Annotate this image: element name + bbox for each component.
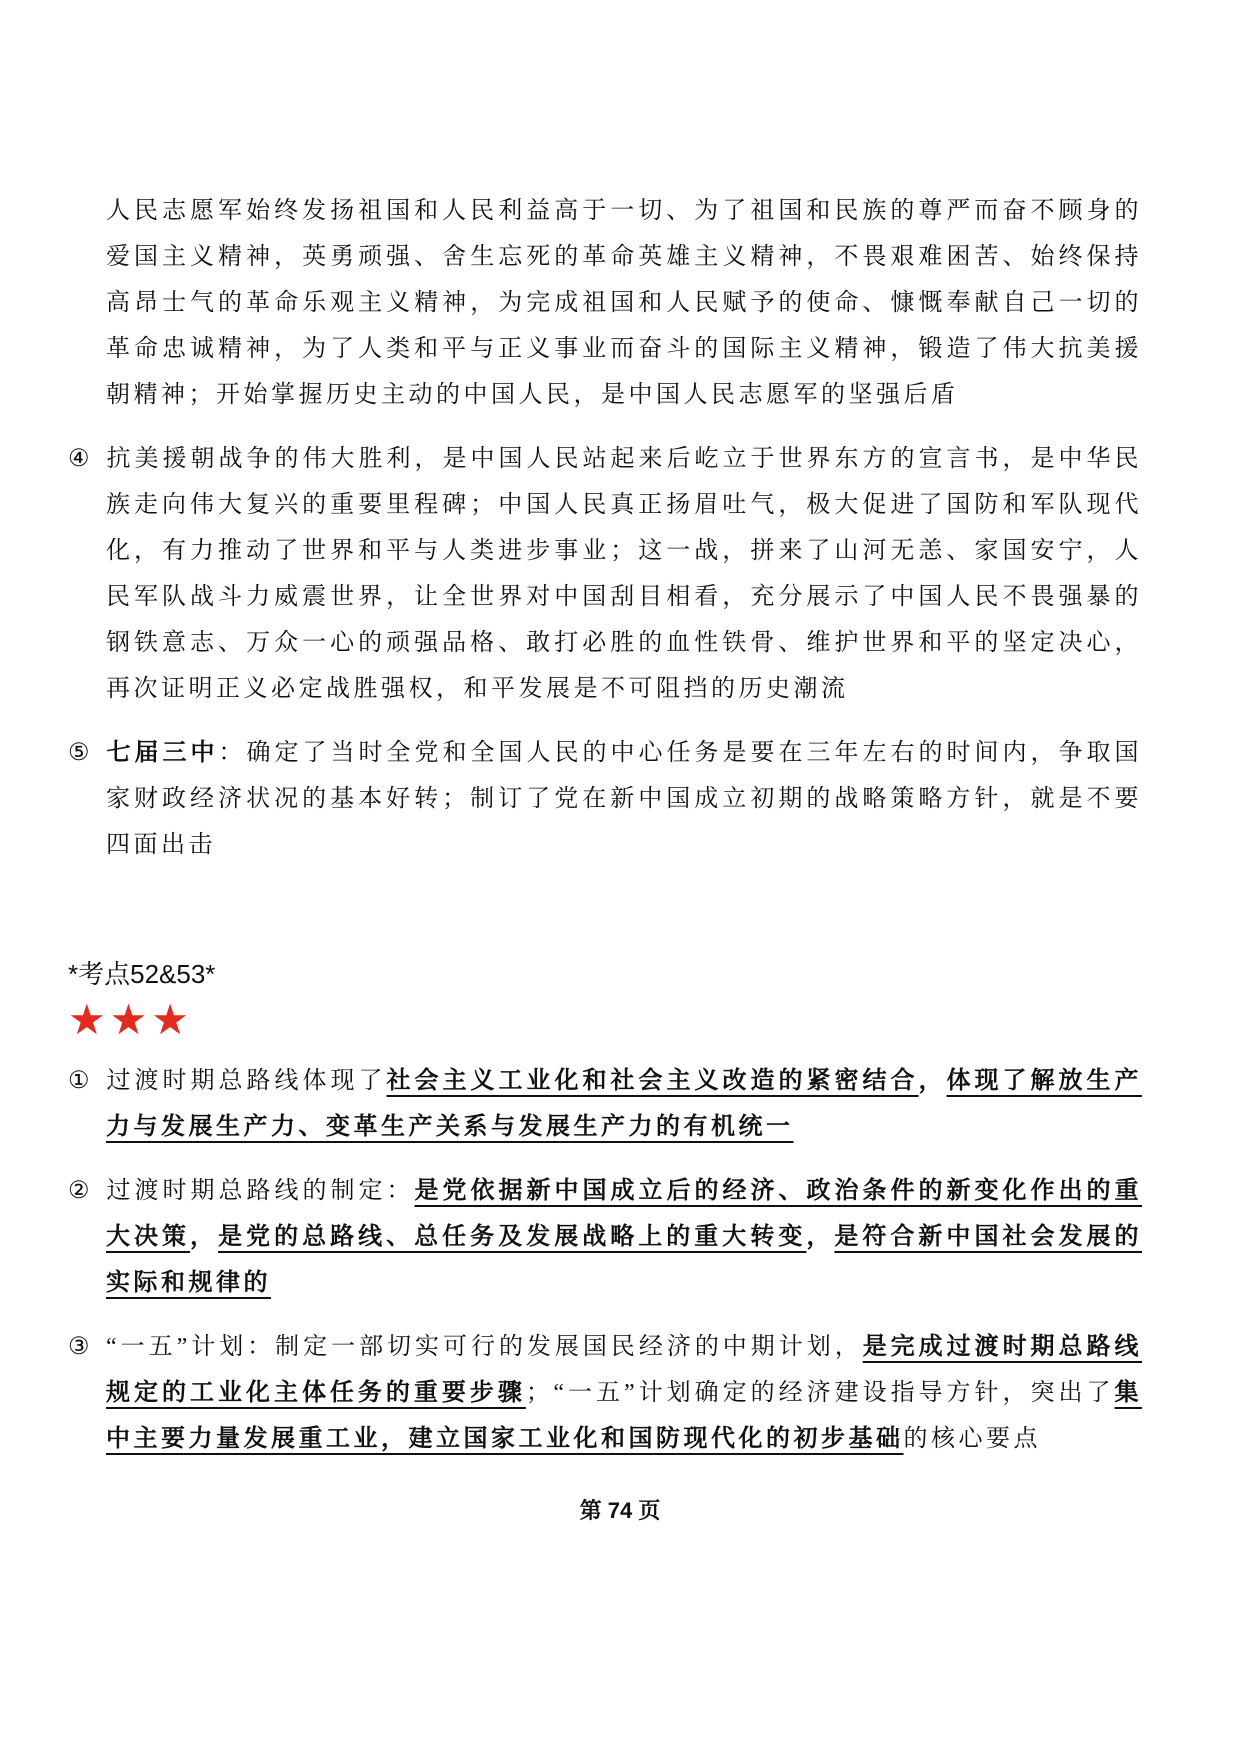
text-run: “一五”计划：制定一部切实可行的发展国民经济的中期计划， xyxy=(106,1334,863,1360)
text-run: 革命英雄主义精神 xyxy=(582,243,807,270)
list-marker: ② xyxy=(68,1178,90,1204)
list-marker: ① xyxy=(68,1068,90,1094)
text-run: 坚强后盾 xyxy=(848,381,959,408)
text-run: 人民志愿军始终发扬祖国和人民利益高于一切、为了祖国和民族的尊严而奋不顾身的 xyxy=(106,198,1142,224)
list-marker: ⑤ xyxy=(68,740,90,766)
text-run: 七届三中 xyxy=(106,739,219,766)
text-run: 的核心要点 xyxy=(903,1426,1041,1452)
text-run: ，锻造了 xyxy=(890,336,1003,362)
paragraph xyxy=(68,730,1142,868)
paragraph xyxy=(68,1058,1142,1150)
text-run: ， xyxy=(806,1223,835,1250)
text-run: ，为完成祖国和人民赋予的使命、慷慨奉献自己一切的 xyxy=(470,290,1143,316)
text-run: 不要四面出击 xyxy=(106,785,1142,858)
text-run: 革命乐观主义精神 xyxy=(246,289,471,316)
text-run: 过渡时期总路线的制定： xyxy=(106,1178,415,1204)
text-run: ，英勇顽强、舍生忘死的 xyxy=(274,244,583,270)
text-run: 爱国主义精神 xyxy=(106,243,275,270)
text-run: ；开始掌握历史主动的中国人民，是中国人民志愿军的 xyxy=(188,382,849,408)
text-run: 集中主要力量发展重工业，建立国家工业化和国防现代化的初步基础 xyxy=(106,1379,1142,1452)
text-run: 革命忠诚精神 xyxy=(106,335,275,362)
text-run: ， xyxy=(190,1223,219,1250)
text-run: 社会主义工业化和社会主义改造的紧密结合 xyxy=(386,1067,919,1094)
paragraph xyxy=(68,1168,1142,1306)
text-run: ，为了人类和平与正义事业而奋斗的 xyxy=(274,336,723,362)
list-marker: ③ xyxy=(68,1334,90,1360)
text-run: 抗美援朝战争的伟大胜利，是中国人民站起来后屹立于世界东方的宣言书，是中华民族走向伟大复兴的重要里程碑；中国人民真正扬眉吐气，极大促进了国防和军队现代化，有力推动了世界和平与人类进步事业；这一战，拼来了山河无恙、家国安宁，人民军队战斗力威震世界，让全世界对中国刮目相看，充分展示了中国人民不畏强暴的钢铁意志、万众一心的顽强品格、敢打必胜的血性铁骨、维护世界和平的坚定决心，再次证明正义必定战胜强权，和平发展是不可阻挡的历史潮流 xyxy=(106,446,1142,702)
text-run: 是完成过渡时期总路线规定的工业化主体任务的重要步骤 xyxy=(106,1333,1142,1406)
topic-heading: *考点52&53* xyxy=(68,959,216,989)
content xyxy=(68,188,1142,1480)
text-run: ，不畏艰难困苦、始终保持高昂士气的 xyxy=(106,244,1143,316)
page-number: 第 74 页 xyxy=(579,1498,661,1523)
importance-stars: ★★★ xyxy=(68,995,193,1044)
paragraph xyxy=(68,188,1142,418)
paragraph xyxy=(68,436,1142,712)
text-run: ：确定了当时全党和全国人民的中心任务是要在三年左右的时间内，争取国家财政经济状况的基本好转；制订了党在新中国成立初期的战略策略方针，就是 xyxy=(106,740,1142,812)
text-run: 过渡时期总路线体现了 xyxy=(106,1068,387,1094)
text-run: 体现了解放生产力与发展生产力、变革生产关系与发展生产力的有机统一 xyxy=(106,1067,1142,1140)
text-run: ， xyxy=(918,1067,947,1094)
text-run: 是党的总路线、总任务及发展战略上的重大转变 xyxy=(218,1223,807,1250)
text-run: 伟大抗美援朝精神 xyxy=(106,335,1143,408)
text-run: ；“一五”计划确定的经济建设指导方针，突出了 xyxy=(525,1380,1115,1406)
paragraph xyxy=(68,1324,1142,1462)
text-run: 是党依据新中国成立后的经济、政治条件的新变化作出的重大决策 xyxy=(106,1177,1142,1250)
text-run: 是符合新中国社会发展的实际和规律的 xyxy=(106,1223,1143,1296)
text-run: 国际主义精神 xyxy=(722,335,891,362)
list-marker: ④ xyxy=(68,446,90,472)
